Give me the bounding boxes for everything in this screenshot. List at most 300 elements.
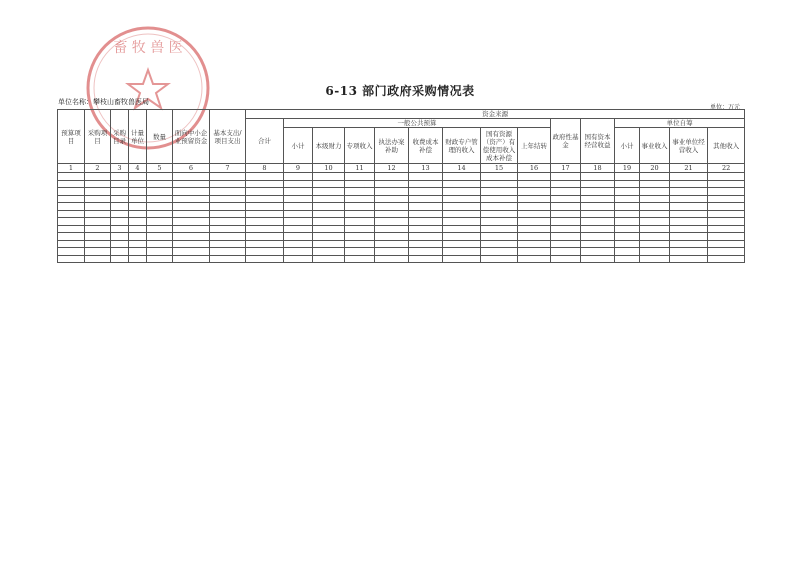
table-cell: [129, 218, 147, 226]
table-cell: [443, 173, 481, 181]
procurement-table: [57, 109, 745, 263]
table-cell: [581, 255, 615, 263]
table-cell: [129, 210, 147, 218]
table-cell: [246, 188, 284, 196]
table-cell: [481, 218, 518, 226]
table-cell: [313, 203, 345, 211]
table-cell: [147, 218, 173, 226]
table-cell: [313, 210, 345, 218]
table-cell: [409, 210, 443, 218]
header-other-income: 其他收入: [708, 128, 745, 164]
table-cell: [58, 188, 85, 196]
table-cell: [615, 195, 640, 203]
header-subtotal: 小计: [284, 128, 313, 164]
table-cell: [85, 240, 111, 248]
table-cell: [147, 195, 173, 203]
table-cell: [615, 240, 640, 248]
table-cell: [284, 248, 313, 256]
table-cell: [518, 218, 551, 226]
header-unit-raised: 单位自筹: [615, 119, 745, 128]
table-cell: [111, 218, 129, 226]
header-purchase-item: 采购项目: [85, 110, 111, 164]
table-cell: [58, 173, 85, 181]
table-cell: [58, 248, 85, 256]
table-cell: [284, 180, 313, 188]
table-cell: [640, 218, 670, 226]
table-cell: [173, 248, 210, 256]
table-cell: [313, 233, 345, 241]
table-cell: [375, 180, 409, 188]
column-number: 5: [147, 164, 173, 173]
table-cell: [481, 210, 518, 218]
table-cell: [85, 248, 111, 256]
table-cell: [409, 180, 443, 188]
table-cell: [375, 188, 409, 196]
table-cell: [313, 240, 345, 248]
table-cell: [345, 203, 375, 211]
table-cell: [640, 248, 670, 256]
table-cell: [129, 240, 147, 248]
table-cell: [375, 225, 409, 233]
table-cell: [173, 210, 210, 218]
table-cell: [518, 225, 551, 233]
table-cell: [111, 180, 129, 188]
table-cell: [284, 255, 313, 263]
table-cell: [345, 233, 375, 241]
table-cell: [284, 225, 313, 233]
header-gov-fund: 政府性基金: [551, 119, 581, 164]
table-cell: [173, 195, 210, 203]
table-cell: [481, 255, 518, 263]
table-cell: [173, 255, 210, 263]
table-cell: [518, 248, 551, 256]
table-cell: [345, 240, 375, 248]
table-cell: [85, 188, 111, 196]
column-number: 10: [313, 164, 345, 173]
table-cell: [670, 188, 708, 196]
table-cell: [670, 218, 708, 226]
table-cell: [246, 255, 284, 263]
table-cell: [313, 225, 345, 233]
table-cell: [615, 248, 640, 256]
table-cell: [284, 218, 313, 226]
table-cell: [129, 180, 147, 188]
table-cell: [581, 195, 615, 203]
table-cell: [581, 173, 615, 181]
table-cell: [708, 248, 745, 256]
table-cell: [670, 180, 708, 188]
table-cell: [210, 203, 246, 211]
column-number: 7: [210, 164, 246, 173]
table-cell: [173, 225, 210, 233]
table-cell: [173, 173, 210, 181]
column-number: 11: [345, 164, 375, 173]
table-cell: [551, 225, 581, 233]
table-cell: [409, 218, 443, 226]
table-cell: [58, 210, 85, 218]
table-cell: [375, 218, 409, 226]
table-cell: [111, 173, 129, 181]
table-cell: [481, 180, 518, 188]
table-cell: [615, 188, 640, 196]
table-cell: [210, 225, 246, 233]
table-cell: [85, 180, 111, 188]
table-cell: [551, 173, 581, 181]
table-cell: [129, 233, 147, 241]
table-cell: [210, 188, 246, 196]
column-number: 21: [670, 164, 708, 173]
column-number: 2: [85, 164, 111, 173]
column-number: 16: [518, 164, 551, 173]
table-cell: [551, 195, 581, 203]
table-cell: [640, 180, 670, 188]
table-cell: [147, 255, 173, 263]
table-cell: [129, 188, 147, 196]
table-cell: [615, 255, 640, 263]
table-cell: [551, 255, 581, 263]
table-cell: [443, 225, 481, 233]
table-cell: [443, 255, 481, 263]
table-cell: [581, 180, 615, 188]
table-cell: [129, 195, 147, 203]
table-cell: [409, 233, 443, 241]
table-cell: [551, 240, 581, 248]
table-cell: [443, 210, 481, 218]
table-cell: [615, 203, 640, 211]
table-cell: [670, 195, 708, 203]
table-cell: [481, 225, 518, 233]
table-cell: [313, 173, 345, 181]
table-cell: [640, 210, 670, 218]
table-cell: [443, 218, 481, 226]
table-cell: [147, 180, 173, 188]
table-cell: [246, 173, 284, 181]
unit-name: 单位名称：攀枝山畜牧兽医局: [58, 98, 149, 106]
table-cell: [640, 203, 670, 211]
table-cell: [111, 255, 129, 263]
table-cell: [481, 195, 518, 203]
table-cell: [708, 225, 745, 233]
table-cell: [670, 173, 708, 181]
table-cell: [518, 188, 551, 196]
column-number: 13: [409, 164, 443, 173]
header-business-income: 事业收入: [640, 128, 670, 164]
table-cell: [518, 180, 551, 188]
table-cell: [708, 203, 745, 211]
table-cell: [375, 203, 409, 211]
table-cell: [129, 225, 147, 233]
table-cell: [518, 240, 551, 248]
table-cell: [615, 225, 640, 233]
table-cell: [284, 210, 313, 218]
table-cell: [551, 203, 581, 211]
table-cell: [111, 188, 129, 196]
header-expense-type: 基本支出/项目支出: [210, 110, 246, 164]
table-cell: [443, 233, 481, 241]
table-cell: [111, 225, 129, 233]
header-fee-compensation: 收费成本补偿: [409, 128, 443, 164]
table-cell: [640, 233, 670, 241]
column-number: 14: [443, 164, 481, 173]
header-total: 合计: [246, 119, 284, 164]
table-cell: [85, 233, 111, 241]
table-cell: [246, 180, 284, 188]
table-cell: [375, 248, 409, 256]
table-cell: [173, 188, 210, 196]
table-cell: [246, 210, 284, 218]
table-cell: [147, 248, 173, 256]
table-cell: [284, 203, 313, 211]
table-cell: [708, 218, 745, 226]
header-special-account: 财政专户管理的收入: [443, 128, 481, 164]
column-number-row: [58, 164, 745, 173]
table-cell: [481, 233, 518, 241]
column-number: 8: [246, 164, 284, 173]
table-cell: [708, 173, 745, 181]
table-cell: [708, 195, 745, 203]
column-number: 18: [581, 164, 615, 173]
table-cell: [708, 240, 745, 248]
table-cell: [173, 180, 210, 188]
table-row: [58, 180, 745, 188]
table-cell: [58, 218, 85, 226]
table-cell: [345, 210, 375, 218]
table-cell: [85, 195, 111, 203]
column-number: 15: [481, 164, 518, 173]
table-cell: [581, 225, 615, 233]
header-unit-subtotal: 小计: [615, 128, 640, 164]
table-row: [58, 248, 745, 256]
table-cell: [670, 203, 708, 211]
table-cell: [551, 180, 581, 188]
table-cell: [210, 233, 246, 241]
table-cell: [670, 225, 708, 233]
table-cell: [409, 188, 443, 196]
table-cell: [481, 188, 518, 196]
table-cell: [708, 255, 745, 263]
table-cell: [313, 180, 345, 188]
column-number: 6: [173, 164, 210, 173]
table-cell: [409, 225, 443, 233]
table-cell: [246, 248, 284, 256]
column-number: 22: [708, 164, 745, 173]
table-cell: [375, 210, 409, 218]
header-measure-unit: 计量单位: [129, 110, 147, 164]
table-cell: [615, 173, 640, 181]
table-row: [58, 188, 745, 196]
table-cell: [551, 248, 581, 256]
table-cell: [708, 180, 745, 188]
table-cell: [246, 225, 284, 233]
table-cell: [409, 203, 443, 211]
table-cell: [284, 233, 313, 241]
table-cell: [615, 180, 640, 188]
table-cell: [58, 255, 85, 263]
table-cell: [313, 248, 345, 256]
table-cell: [313, 218, 345, 226]
table-cell: [129, 248, 147, 256]
table-cell: [581, 203, 615, 211]
table-cell: [345, 218, 375, 226]
table-cell: [518, 195, 551, 203]
table-cell: [246, 203, 284, 211]
table-cell: [640, 255, 670, 263]
table-cell: [210, 240, 246, 248]
table-cell: [481, 248, 518, 256]
table-cell: [708, 188, 745, 196]
column-number: 1: [58, 164, 85, 173]
header-state-capital: 国有资本经营收益: [581, 119, 615, 164]
table-cell: [85, 203, 111, 211]
table-cell: [518, 233, 551, 241]
table-cell: [147, 233, 173, 241]
table-cell: [518, 203, 551, 211]
table-cell: [111, 195, 129, 203]
table-cell: [581, 233, 615, 241]
table-cell: [345, 180, 375, 188]
column-number: 20: [640, 164, 670, 173]
table-cell: [409, 195, 443, 203]
table-cell: [284, 195, 313, 203]
table-cell: [443, 248, 481, 256]
table-cell: [581, 240, 615, 248]
table-cell: [518, 255, 551, 263]
table-cell: [670, 233, 708, 241]
table-cell: [313, 255, 345, 263]
table-row: [58, 195, 745, 203]
table-row: [58, 218, 745, 226]
table-cell: [615, 210, 640, 218]
table-cell: [443, 240, 481, 248]
table-cell: [210, 180, 246, 188]
table-cell: [375, 240, 409, 248]
table-cell: [85, 225, 111, 233]
table-cell: [409, 240, 443, 248]
table-cell: [58, 195, 85, 203]
column-number: 17: [551, 164, 581, 173]
table-cell: [615, 218, 640, 226]
table-cell: [147, 188, 173, 196]
header-carryover: 上年结转: [518, 128, 551, 164]
table-cell: [670, 248, 708, 256]
table-cell: [409, 173, 443, 181]
table-cell: [345, 195, 375, 203]
header-quantity: 数量: [147, 110, 173, 164]
table-cell: [481, 240, 518, 248]
table-cell: [246, 218, 284, 226]
table-cell: [129, 203, 147, 211]
table-cell: [210, 218, 246, 226]
table-cell: [129, 173, 147, 181]
table-cell: [581, 218, 615, 226]
table-cell: [85, 218, 111, 226]
svg-text:畜 牧 兽 医: 畜 牧 兽 医: [113, 40, 183, 56]
table-cell: [313, 188, 345, 196]
table-cell: [443, 203, 481, 211]
table-cell: [173, 233, 210, 241]
table-row: [58, 233, 745, 241]
header-budget-item: 预算项目: [58, 110, 85, 164]
table-body: [58, 173, 745, 263]
table-cell: [246, 233, 284, 241]
table-row: [58, 203, 745, 211]
table-cell: [173, 218, 210, 226]
table-cell: [551, 218, 581, 226]
table-cell: [284, 240, 313, 248]
page-title: 6-13 部门政府采购情况表: [325, 84, 475, 98]
table-cell: [129, 255, 147, 263]
column-number: 12: [375, 164, 409, 173]
table-cell: [284, 173, 313, 181]
table-cell: [210, 248, 246, 256]
table-cell: [111, 233, 129, 241]
table-row: [58, 255, 745, 263]
header-purchase-catalog: 采购目录: [111, 110, 129, 164]
table-cell: [409, 255, 443, 263]
table-cell: [111, 203, 129, 211]
table-cell: [640, 195, 670, 203]
table-cell: [670, 210, 708, 218]
table-cell: [551, 210, 581, 218]
table-cell: [551, 188, 581, 196]
table-cell: [615, 233, 640, 241]
table-cell: [640, 188, 670, 196]
table-cell: [708, 210, 745, 218]
header-local-finance: 本级财力: [313, 128, 345, 164]
table-cell: [58, 233, 85, 241]
header-operating-income: 事业单位经营收入: [670, 128, 708, 164]
table-cell: [670, 255, 708, 263]
column-number: 4: [129, 164, 147, 173]
table-row: [58, 225, 745, 233]
table-cell: [284, 188, 313, 196]
header-state-assets: 国有资源（资产）有偿使用收入成本补偿: [481, 128, 518, 164]
table-cell: [58, 180, 85, 188]
table-cell: [481, 203, 518, 211]
table-cell: [345, 225, 375, 233]
table-cell: [210, 173, 246, 181]
table-cell: [443, 195, 481, 203]
column-number: 3: [111, 164, 129, 173]
table-cell: [147, 210, 173, 218]
table-cell: [443, 180, 481, 188]
table-row: [58, 173, 745, 181]
table-cell: [443, 188, 481, 196]
table-cell: [481, 173, 518, 181]
table-cell: [640, 173, 670, 181]
table-cell: [551, 233, 581, 241]
table-cell: [345, 255, 375, 263]
table-cell: [210, 210, 246, 218]
header-general-budget: 一般公共预算: [284, 119, 551, 128]
table-cell: [708, 233, 745, 241]
table-cell: [210, 195, 246, 203]
table-cell: [345, 188, 375, 196]
table-cell: [345, 248, 375, 256]
table-cell: [640, 225, 670, 233]
table-cell: [581, 188, 615, 196]
header-funding-source: 资金来源: [246, 110, 745, 119]
table-cell: [58, 240, 85, 248]
table-cell: [58, 225, 85, 233]
table-cell: [640, 240, 670, 248]
table-cell: [147, 240, 173, 248]
table-cell: [375, 255, 409, 263]
table-cell: [147, 225, 173, 233]
table-cell: [85, 255, 111, 263]
header-enforcement: 执法办案补助: [375, 128, 409, 164]
column-number: 9: [284, 164, 313, 173]
